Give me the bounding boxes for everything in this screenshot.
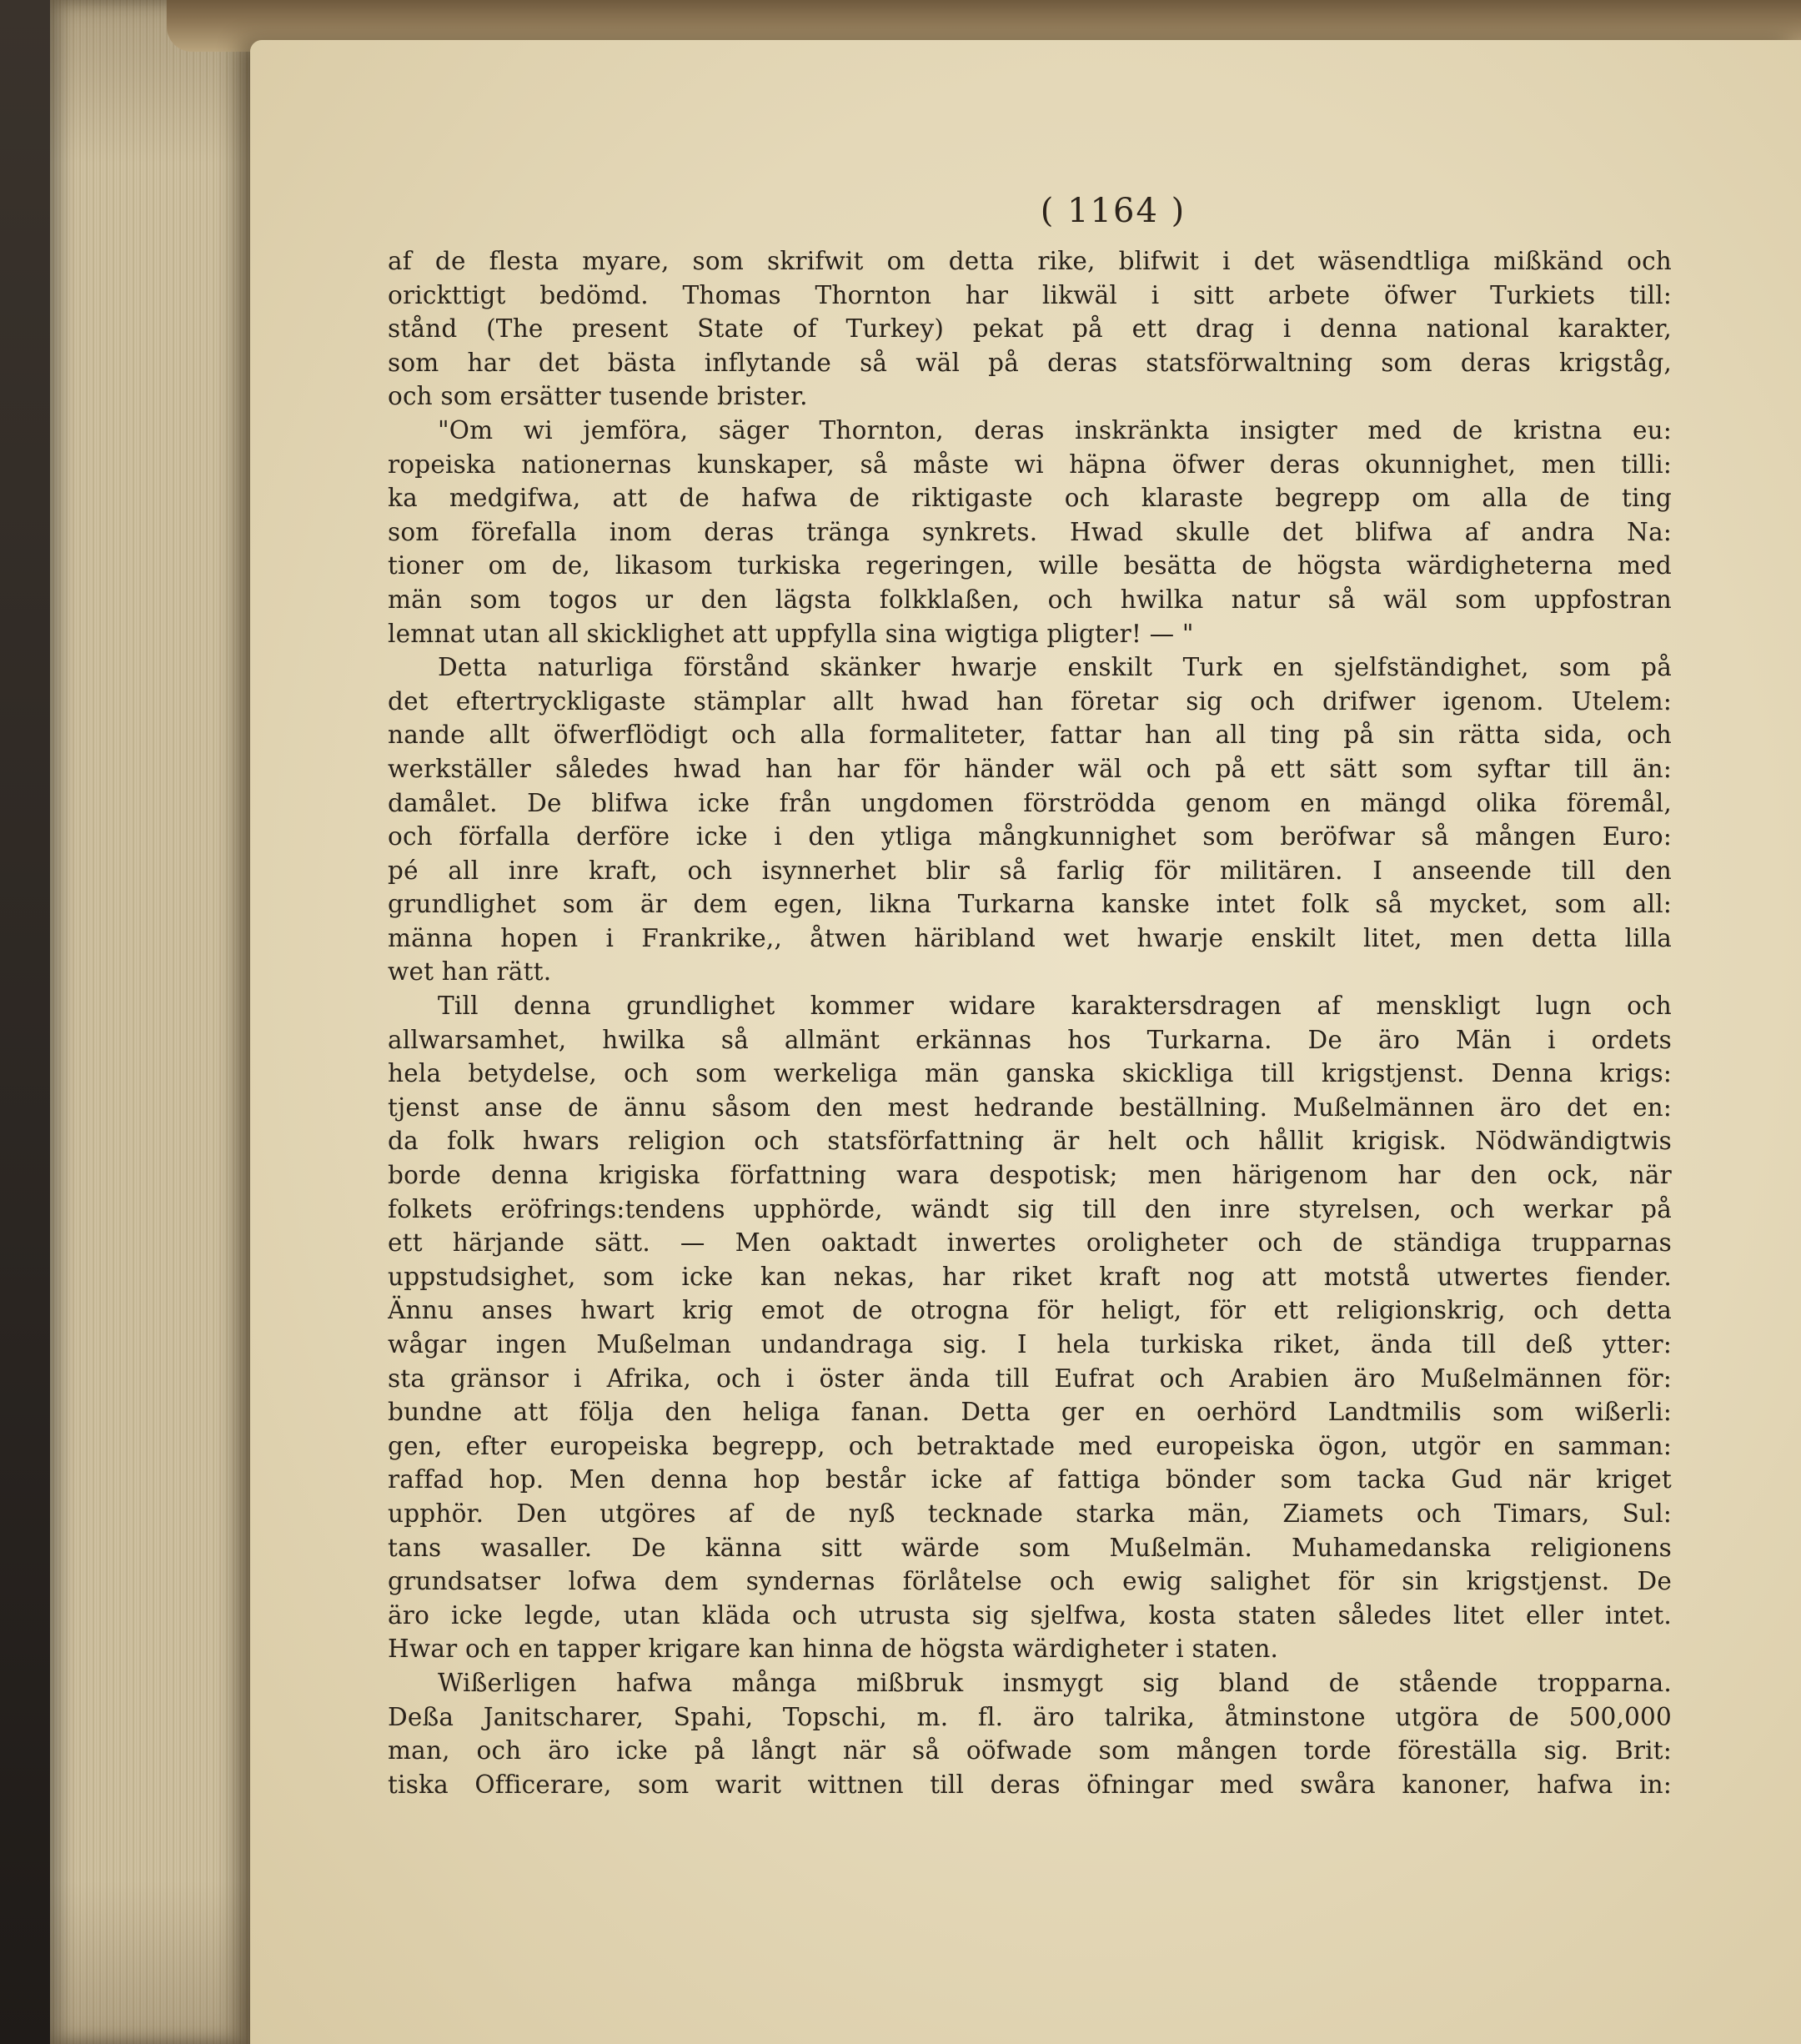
text-line: och förfalla derföre icke i den ytliga mångkunnighet som beröfwar så mången Euro:: [388, 822, 1672, 851]
text-line: folkets eröfrings:tendens upphörde, wändt sig till den inre styrelsen, och werkar på: [388, 1194, 1672, 1223]
text-line: damålet. De blifwa icke från ungdomen förströdda genom en mängd olika föremål,: [388, 788, 1672, 817]
text-line: Deßa Janitscharer, Spahi, Topschi, m. fl. äro talrika, åtminstone utgöra de 500,000: [388, 1702, 1672, 1731]
text-line: nande allt öfwerflödigt och alla formaliteter, fattar han all ting på sin rätta sida, och: [388, 721, 1672, 750]
text-line: af de flesta myare, som skrifwit om detta rike, blifwit i det wäsendtliga mißkänd och: [388, 247, 1672, 275]
text-line: tiska Officerare, som warit wittnen till deras öfningar med swåra kanoner, hafwa in:: [388, 1770, 1672, 1799]
text-line: ett härjande sätt. — Men oaktadt inwertes oroligheter och de ständiga trupparnas: [388, 1228, 1672, 1258]
text-line: ka medgifwa, att de hafwa de riktigaste och klaraste begrepp om alla de ting: [388, 484, 1672, 513]
text-line: werkställer således hwad han har för händer wäl och på ett sätt som syftar till än:: [388, 754, 1672, 783]
text-line: det eftertryckligaste stämplar allt hwad han företar sig och drifwer igenom. Utelem:: [388, 686, 1672, 716]
text-line: upphör. Den utgöres af de nyß tecknade starka män, Ziamets och Timars, Sul:: [388, 1499, 1672, 1528]
text-line: orickttigt bedömd. Thomas Thornton har likwäl i sitt arbete öfwer Turkiets till:: [388, 280, 1672, 309]
page-number-header: ( 1164 ): [1040, 192, 1186, 230]
text-line: bundne att följa den heliga fanan. Detta ger en oerhörd Landtmilis som wißerli:: [388, 1398, 1672, 1427]
text-line: Ännu anses hwart krig emot de otrogna för heligt, för ett religionskrig, och detta: [388, 1296, 1672, 1325]
body-text: [388, 244, 1672, 1801]
text-line: allwarsamhet, hwilka så allmänt erkännas hos Turkarna. De äro Män i ordets: [388, 1025, 1672, 1054]
text-line: männa hopen i Frankrike,, åtwen häribland wet hwarje enskilt litet, men detta lilla: [388, 923, 1672, 952]
page-text-block: [388, 186, 1672, 1801]
text-line: tjenst anse de ännu såsom den mest hedrande beställning. Mußelmännen äro det en:: [388, 1092, 1672, 1122]
text-line: som förefalla inom deras tränga synkrets. Hwad skulle det blifwa af andra Na:: [388, 517, 1672, 546]
text-line: ropeiska nationernas kunskaper, så måste wi häpna öfwer deras okunnighet, men tilli:: [388, 449, 1672, 479]
page-stack-edge: [50, 0, 258, 2044]
text-line: Till denna grundlighet kommer widare karaktersdragen af menskligt lugn och: [438, 992, 1672, 1021]
text-line: "Om wi jemföra, säger Thornton, deras inskränkta insigter med de kristna eu:: [438, 415, 1672, 444]
text-line: Detta naturliga förstånd skänker hwarje enskilt Turk en sjelfständighet, som på: [438, 653, 1672, 682]
text-line: pé all inre kraft, och isynnerhet blir så farlig för militären. I anseende till den: [388, 856, 1672, 885]
text-line: man, och äro icke på långt när så oöfwade som mången torde föreställa sig. Brit:: [388, 1736, 1672, 1765]
text-line: Hwar och en tapper krigare kan hinna de högsta wärdigheter i staten.: [388, 1635, 1279, 1664]
text-line: raffad hop. Men denna hop består icke af fattiga bönder som tacka Gud när kriget: [388, 1465, 1672, 1494]
text-line: borde denna krigiska författning wara despotisk; men härigenom har den ock, när: [388, 1161, 1672, 1190]
text-line: äro icke legde, utan kläda och utrusta sig sjelfwa, kosta staten således litet eller intet.: [388, 1600, 1672, 1630]
text-line: grundlighet som är dem egen, likna Turkarna kanske intet folk så mycket, som all:: [388, 890, 1672, 919]
text-line: tioner om de, likasom turkiska regeringen, wille besätta de högsta wärdigheterna med: [388, 551, 1672, 580]
text-line: sta gränsor i Afrika, och i öster ända till Eufrat och Arabien äro Mußelmännen för:: [388, 1364, 1672, 1393]
text-line: grundsatser lofwa dem syndernas förlåtelse och ewig salighet för sin krigstjenst. De: [388, 1567, 1672, 1596]
text-line: wågar ingen Mußelman undandraga sig. I hela turkiska riket, ända till deß ytter:: [388, 1330, 1672, 1358]
text-line: lemnat utan all skicklighet att uppfylla sina wigtiga pligter! — ": [388, 619, 1194, 648]
text-line: män som togos ur den lägsta folkklaßen, och hwilka natur så wäl som uppfostran: [388, 585, 1672, 614]
text-line: Wißerligen hafwa många mißbruk insmygt sig bland de stående tropparna.: [438, 1668, 1672, 1697]
text-line: da folk hwars religion och statsförfattning är helt och hållit krigisk. Nödwändigtwis: [388, 1127, 1672, 1156]
text-line: som har det bästa inflytande så wäl på deras statsförwaltning som deras krigståg,: [388, 348, 1672, 377]
text-line: tans wasaller. De känna sitt wärde som Mußelmän. Muhamedanska religionens: [388, 1533, 1672, 1562]
text-line: stånd (The present State of Turkey) pekat på ett drag i denna national karakter,: [388, 314, 1672, 344]
text-line: och som ersätter tusende brister.: [388, 382, 808, 411]
book-page: [250, 40, 1801, 2044]
text-line: gen, efter europeiska begrepp, och betraktade med europeiska ögon, utgör en samman:: [388, 1431, 1672, 1460]
text-line: uppstudsighet, som icke kan nekas, har riket kraft nog att motstå utwertes fiender.: [388, 1262, 1672, 1291]
text-line: hela betydelse, och som werkeliga män ganska skickliga till krigstjenst. Denna krigs:: [388, 1059, 1672, 1088]
text-line: wet han rätt.: [388, 957, 552, 987]
